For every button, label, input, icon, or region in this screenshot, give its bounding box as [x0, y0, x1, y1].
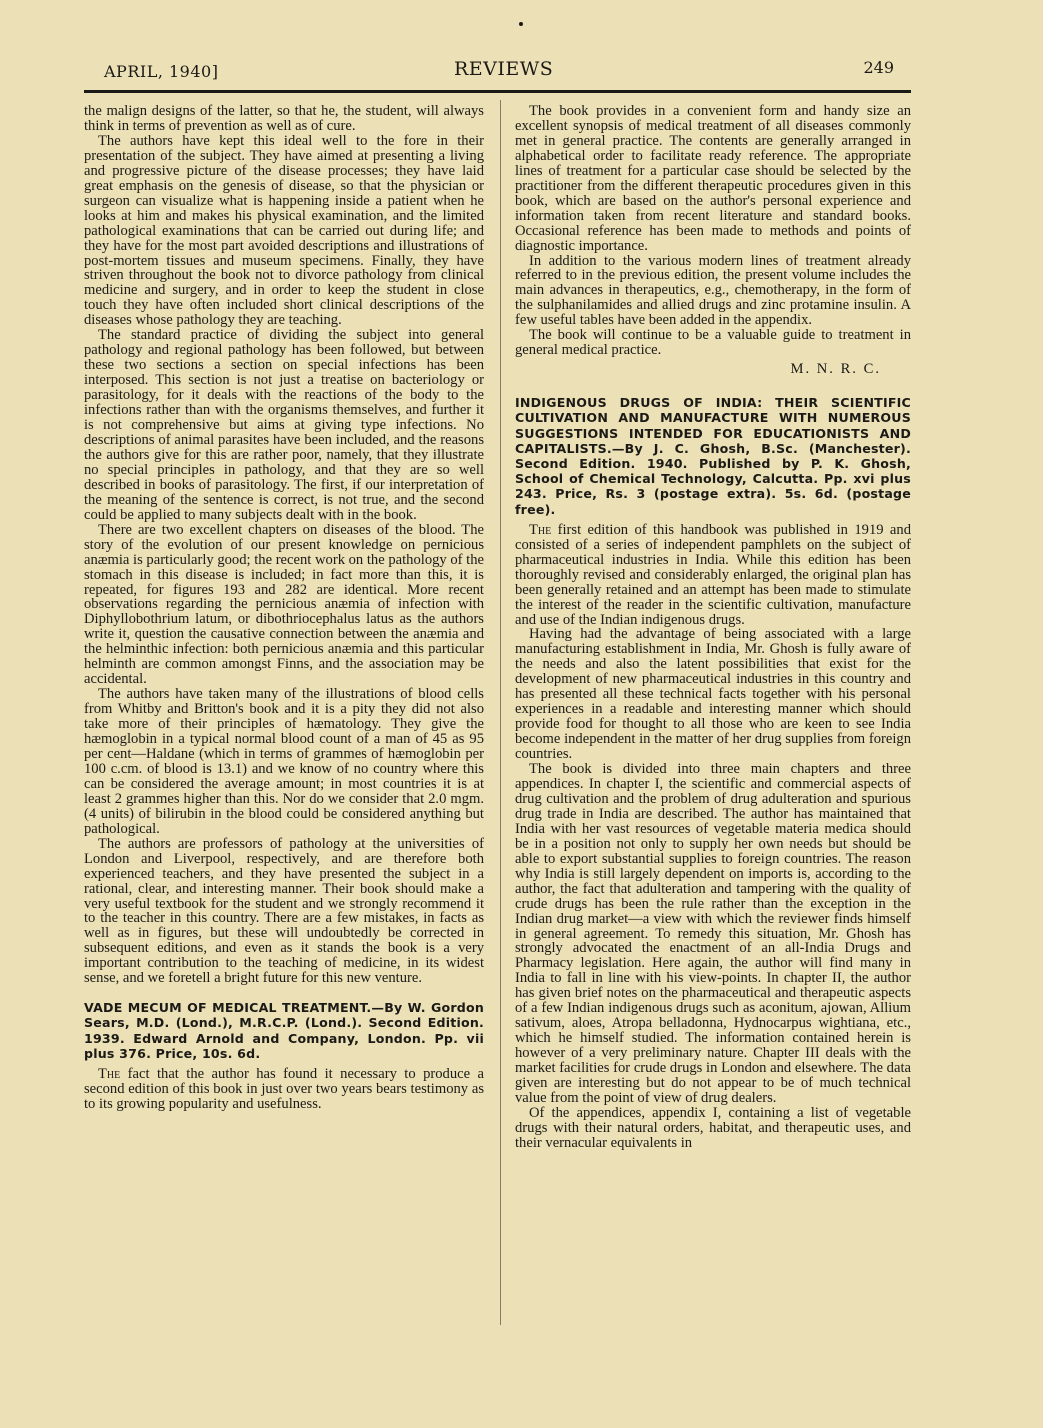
- page-number: 249: [863, 58, 894, 77]
- paragraph: Having had the advantage of being associated with a large manufacturing establishment in India, Mr. Ghosh is fully aware of the needs and also the latent possibilities that exist for the development of new pharmaceutical industries in this country and has presented all these technical facts together with his personal experiences in a readable and interesting manner which should provide food for thought to all those who are keen to see India become independent in the matter of her drug supplies from foreign countries.: [515, 626, 911, 763]
- paragraph: The authors are professors of pathology at the universities of London and Liverpool, respectively, and are therefore both experienced teachers, and they have presented the subject in a rational, clear, and interesting manner. Their book should make a very useful textbook for the student and we strongly recommend it to the teacher in this country. There are a few mistakes, in facts as well as in figures, but these will undoubtedly be corrected in subsequent editions, and even as it stands the book is a very important contribution to the teaching of medicine, in its widest sense, and we foretell a bright future for this new venture.: [84, 835, 484, 987]
- running-header: [104, 56, 894, 90]
- section-title: REVIEWS: [454, 58, 554, 80]
- review-heading-indigenous-drugs: INDIGENOUS DRUGS OF INDIA: THEIR SCIENTIFIC CULTIVATION AND MANUFACTURE WITH NUMEROUS SUGGESTIONS INTENDED FOR EDUCATIONISTS AND CAPITALISTS.—By J. C. Ghosh, B.Sc. (Manchester). Second Edition. 1940. Published by P. K. Ghosh, School of Chemical Technology, Calcutta. Pp. xvi plus 243. Price, Rs. 3 (postage extra). 5s. 6d. (postage free).: [515, 395, 911, 517]
- paragraph: [84, 1067, 484, 1112]
- left-column: [84, 104, 484, 1112]
- paragraph: The book provides in a convenient form and handy size an excellent synopsis of medical treatment of all diseases commonly met in general practice. The contents are generally arranged in alphabetical order to facilitate ready reference. The appropriate lines of treatment for a particular case should be selected by the practitioner from the different therapeutic procedures given in this book, which are based on the author's personal experience and information taken from recent literature and standard books. Occasional reference has been made to methods and points of diagnostic importance.: [515, 103, 911, 254]
- issue-date: APRIL, 1940]: [104, 62, 219, 81]
- drop-word: The: [529, 521, 552, 538]
- right-column: [515, 104, 911, 1151]
- ink-dot: [519, 22, 523, 26]
- paragraph: The authors have taken many of the illustrations of blood cells from Whitby and Britton's book and it is a pity they did not also take more of their principles of hæmatology. They give the hæmoglobin in a typical normal blood count of a man of 45 as 95 per cent—Haldane (which in terms of grammes of hæmoglobin per 100 c.cm. of blood is 13.1) and we know of no country where this can be considered the average amount; in most countries it is at least 2 grammes higher than this. Nor do we consider that 2.0 mgm. (4 units) of bilirubin in the blood could be considered anything but pathological.: [84, 686, 484, 837]
- reviewer-signature: M. N. R. C.: [790, 361, 881, 378]
- paragraph-text: fact that the author has found it necessary to produce a second edition of this book in just over two years bears testimony as to its growing popularity and usefulness.: [84, 1066, 484, 1112]
- drop-word: The: [98, 1066, 121, 1083]
- paragraph: Of the appendices, appendix I, containing a list of vegetable drugs with their natural orders, habitat, and therapeutic uses, and their vernacular equivalents in: [515, 1104, 911, 1151]
- paragraph: the malign designs of the latter, so that he, the student, will always think in terms of prevention as well as of cure.: [84, 103, 484, 134]
- paragraph-text: first edition of this handbook was published in 1919 and consisted of a series of independent pamphlets on the subject of pharmaceutical industries in India. While this edition has been thoroughly revised and considerably enlarged, the original plan has been generally retained and an attempt has been made to stimulate the interest of the reader in the scientific cultivation, manufacture and use of the Indian indigenous drugs.: [515, 521, 911, 628]
- paragraph: There are two excellent chapters on diseases of the blood. The story of the evolution of our present knowledge on pernicious anæmia is particularly good; the recent work on the pathology of the stomach in this disease is included; in fact more than this, it is repeated, for figures 193 and 282 are identical. More recent observations regarding the pernicious anæmia of infection with Diphyllobothrium latum, or dibothriocephalus latus as the authors write it, question the causative connection between the anæmia and the helminthic infection: both pernicious anæmia and this particular helminth are common amongst Finns, and the association may be accidental.: [84, 521, 485, 688]
- paragraph: The book will continue to be a valuable guide to treatment in general medical practice.: [515, 327, 911, 359]
- paragraph: [515, 523, 911, 628]
- header-rule: [84, 90, 911, 93]
- paragraph: In addition to the various modern lines of treatment already referred to in the previous edition, the present volume includes the main advances in therapeutics, e.g., chemotherapy, in the form of the sulphanilamides and allied drugs and zinc protamine insulin. A few useful tables have been added in the appendix.: [515, 252, 911, 329]
- column-divider: [500, 100, 501, 1325]
- paragraph: The authors have kept this ideal well to the fore in their presentation of the subject. They have aimed at presenting a living and progressive picture of the disease processes; they have laid great emphasis on the genesis of disease, so that the physician or surgeon can visualize what is happening inside a patient when he looks at him and makes his physical examination, and the limited pathological examinations that can be carried out during life; and they have for the most part avoided descriptions and illustrations of post-mortem tissues and museum specimens. Finally, they have striven throughout the book not to divorce pathology from clinical medicine and surgery, and in order to keep the student in close touch they have often included short clinical descriptions of the diseases whose pathology they are teaching.: [84, 132, 484, 329]
- paragraph: The standard practice of dividing the subject into general pathology and regional pathology has been followed, but between these two sections a section on special infections has been interposed. This section is not just a treatise on bacteriology or parasitology, for it deals with the reactions of the body to the infections rather than with the organisms themselves, and further it is not comprehensive but aims at giving type infections. No descriptions of animal parasites have been included, and the reasons the authors give for this are rather poor, namely, that they illustrate no special principles in pathology, and that they are so well described in books of parasitology. The first, if our interpretation of the meaning of the sentence is correct, is not true, and the second could be applied to many subjects dealt with in the book.: [84, 327, 484, 523]
- paragraph: The book is divided into three main chapters and three appendices. In chapter I, the scientific and commercial aspects of drug cultivation and the problem of drug adulteration and spurious drug trade in India are described. The author has maintained that India with her vast resources of vegetable materia medica should be in a position not only to supply her own needs but should be able to export substantial supplies to foreign countries. The reason why India is still largely dependent on imports is, according to the author, the fact that adulteration and tampering with the quality of crude drugs has been the rule rather than the exception in the Indian drug market—a view with which the reviewer finds himself in general agreement. To remedy this situation, Mr. Ghosh has strongly advocated the enactment of an all-India Drugs and Pharmacy legislation. Here again, the author will find many in India to fall in line with his view-points. In chapter II, the author has given brief notes on the pharmaceutical and therapeutic aspects of a few Indian indigenous drugs such as aconitum, ajowan, Allium sativum, aloes, Atropa belladonna, Hydnocarpus wightiana, etc., which he himself studied. The information contained herein is however of a very preliminary nature. Chapter III deals with the market facilities for crude drugs in London and elsewhere. The data given are interesting but do not appear to be of much technical value from the point of view of drug dealers.: [515, 761, 911, 1106]
- review-heading-vade-mecum: VADE MECUM OF MEDICAL TREATMENT.—By W. Gordon Sears, M.D. (Lond.), M.R.C.P. (Lond.). Second Edition. 1939. Edward Arnold and Company, London. Pp. vii plus 376. Price, 10s. 6d.: [84, 1000, 484, 1061]
